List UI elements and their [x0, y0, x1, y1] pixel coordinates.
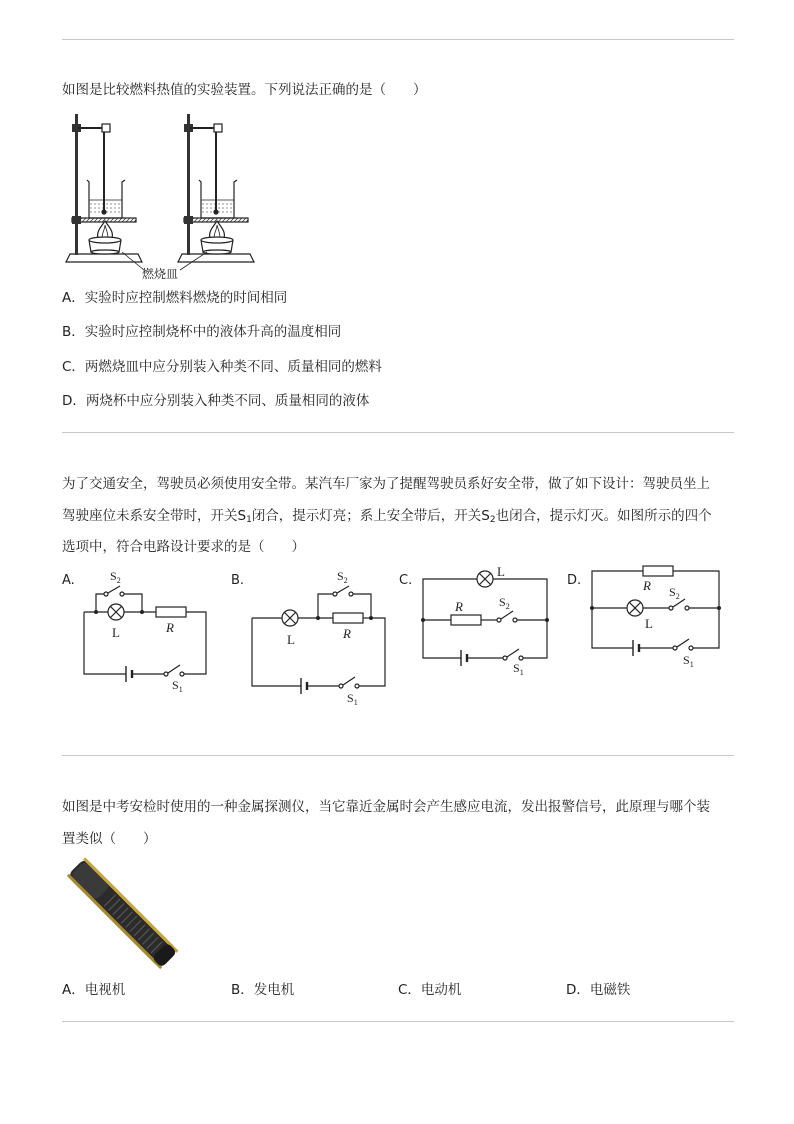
- q2-line2-sub1: 1: [246, 515, 252, 525]
- svg-text:S2: [669, 585, 680, 601]
- q1-right-stand: [178, 114, 254, 262]
- q1-apparatus-figure: [62, 106, 312, 282]
- circuit-c-s1: S: [513, 661, 520, 675]
- circuit-d-s2: S: [669, 585, 676, 599]
- separator-1: [62, 432, 734, 433]
- circuit-c-option: C.: [399, 573, 413, 588]
- circuit-d-s1-sub: 1: [689, 660, 694, 669]
- circuit-a-s1: S: [172, 678, 179, 692]
- circuit-a-s2-sub: 2: [116, 576, 121, 585]
- circuit-a-option: A.: [62, 573, 75, 588]
- circuit-a-s2: S: [110, 569, 117, 583]
- svg-text:S1: [683, 653, 694, 669]
- circuit-c: [397, 562, 559, 682]
- circuit-b-s1: S: [347, 691, 354, 705]
- metal-detector-image: [64, 856, 180, 972]
- circuit-d: [565, 562, 727, 682]
- q2-line2-sub2: 2: [489, 515, 496, 525]
- circuit-b-s2-sub: 2: [343, 576, 348, 585]
- circuit-a: [60, 562, 220, 702]
- separator-2: [62, 755, 734, 756]
- circuit-d-s1: S: [683, 653, 690, 667]
- q3-option-b: B．发电机: [231, 982, 295, 998]
- circuit-a-resistor-label: R: [166, 620, 174, 635]
- circuit-d-option: D.: [567, 573, 582, 588]
- svg-text:S1: [347, 691, 358, 707]
- q1-option-b: B．实验时应控制烧杯中的液体升高的温度相同: [62, 324, 342, 340]
- q2-line1: 为了交通安全，驾驶员必须使用安全带。某汽车厂家为了提醒驾驶员系好安全带，做了如下设计：驾驶员坐上: [62, 476, 710, 492]
- q1-option-a: A．实验时应控制燃料燃烧的时间相同: [62, 290, 288, 306]
- q3-line1: 如图是中考安检时使用的一种金属探测仪，当它靠近金属时会产生感应电流，发出报警信号，此原理与哪个装: [62, 799, 710, 815]
- q3-line2: 置类似（ ）: [62, 831, 157, 847]
- circuit-b-s1-sub: 1: [353, 698, 358, 707]
- circuit-b-s2: S: [337, 569, 344, 583]
- q3-option-c: C．电动机: [398, 982, 462, 998]
- q1-stem: 如图是比较燃料热值的实验装置。下列说法正确的是（ ）: [62, 82, 427, 98]
- q3-option-d: D．电磁铁: [566, 982, 631, 998]
- circuit-c-s2-sub: 2: [505, 602, 510, 611]
- circuit-c-s1-sub: 1: [519, 668, 524, 677]
- circuit-a-lamp-label: L: [112, 625, 120, 640]
- q1-left-stand: [66, 114, 142, 262]
- separator-top: [62, 39, 734, 40]
- q1-option-d: D．两烧杯中应分别装入种类不同、质量相同的液体: [62, 393, 370, 409]
- circuit-b-lamp-label: L: [287, 632, 295, 647]
- q1-figure-label: 燃烧皿: [142, 267, 179, 281]
- q2-line2-c: 也闭合，提示灯灭。如图所示的四个: [495, 508, 712, 524]
- circuit-d-resistor-label: R: [643, 578, 651, 593]
- separator-3: [62, 1021, 734, 1022]
- svg-text:S2: [499, 595, 510, 611]
- q2-line2-b: 闭合，提示灯亮；系上安全带后，开关S: [251, 508, 490, 524]
- circuit-b: [229, 562, 394, 712]
- circuit-d-lamp-label: L: [645, 616, 653, 631]
- svg-text:S1: [513, 661, 524, 677]
- q2-line2-a: 驾驶座位未系安全带时，开关S: [62, 508, 247, 524]
- circuit-c-s2: S: [499, 595, 506, 609]
- svg-text:S2: [110, 569, 121, 585]
- circuit-c-resistor-label: R: [455, 599, 463, 614]
- circuit-b-option: B.: [231, 573, 245, 588]
- circuit-b-resistor-label: R: [343, 626, 351, 641]
- q3-option-a: A．电视机: [62, 982, 126, 998]
- circuit-d-s2-sub: 2: [675, 592, 680, 601]
- svg-text:S2: [337, 569, 348, 585]
- svg-text:S1: [172, 678, 183, 694]
- circuit-a-s1-sub: 1: [178, 685, 183, 694]
- q1-option-c: C．两燃烧皿中应分别装入种类不同、质量相同的燃料: [62, 359, 382, 375]
- circuit-c-lamp-label: L: [497, 564, 505, 579]
- q2-line3: 选项中，符合电路设计要求的是（ ）: [62, 539, 305, 555]
- q2-line2: [62, 506, 712, 530]
